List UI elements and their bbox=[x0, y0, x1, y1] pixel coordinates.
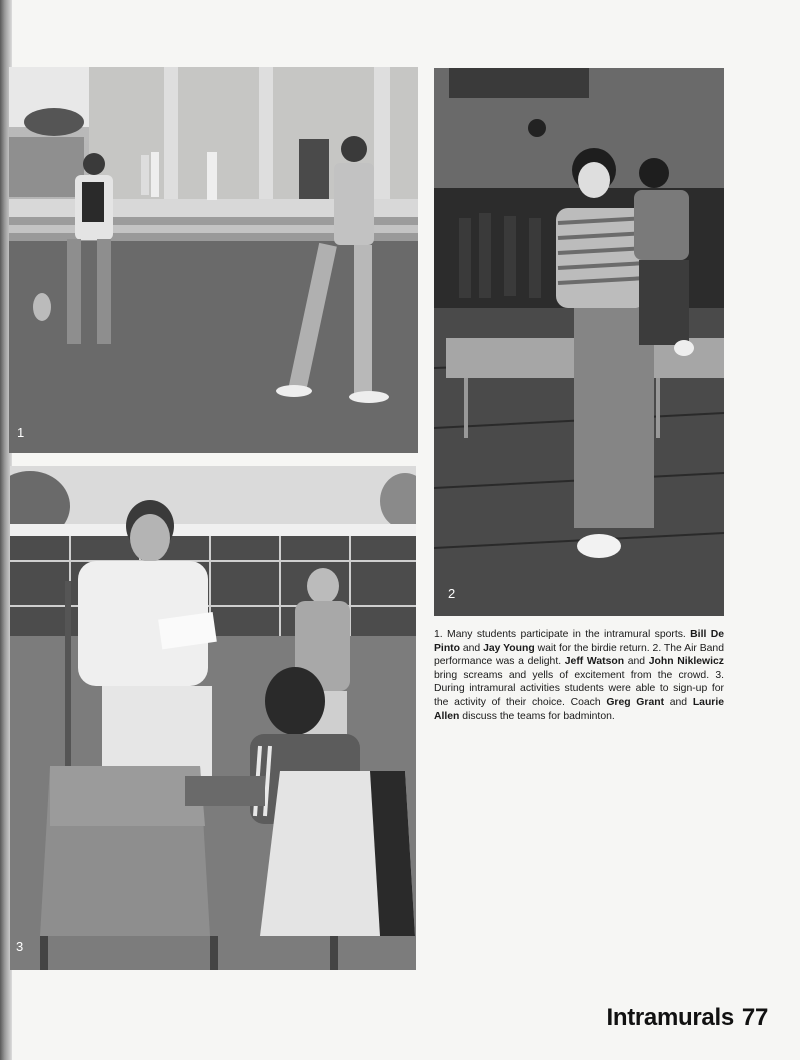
page-number: 77 bbox=[741, 1004, 768, 1031]
caption-2-rest: bring screams and yells of excitement from the crowd. bbox=[434, 669, 716, 681]
caption-2-and: and bbox=[624, 656, 649, 668]
caption-1-intro: 1. Many students participate in the intramural sports. bbox=[434, 629, 691, 640]
photo-caption bbox=[434, 628, 724, 723]
photo-3-number: 3 bbox=[16, 939, 24, 954]
caption-3-rest: discuss the teams for badminton. bbox=[459, 710, 615, 722]
name-jay-young: Jay Young bbox=[483, 642, 535, 654]
caption-2-intro: 2. The Air Band performance was a delight. bbox=[434, 642, 724, 668]
photo-1-number: 1 bbox=[17, 425, 25, 440]
name-jeff-watson: Jeff Watson bbox=[564, 656, 625, 668]
photo-badminton-players bbox=[9, 67, 418, 453]
page-footer bbox=[606, 1004, 768, 1032]
name-laurie-allen: Laurie Allen bbox=[434, 696, 724, 722]
caption-3-and: and bbox=[664, 696, 693, 708]
photo-coach-badminton-signup bbox=[10, 466, 416, 970]
photo-2-number: 2 bbox=[448, 586, 456, 601]
caption-3-intro: 3. During intramural activities students were able to sign-up for the activity of their choice. Coach bbox=[434, 669, 724, 708]
caption-1-and: and bbox=[459, 642, 484, 654]
name-bill-de-pinto: Bill De Pinto bbox=[434, 629, 724, 654]
caption-1-rest: wait for the birdie return. bbox=[534, 642, 653, 654]
photo-air-band-performance bbox=[434, 68, 724, 616]
name-greg-grant: Greg Grant bbox=[606, 696, 665, 708]
name-john-niklewicz: John Niklewicz bbox=[648, 656, 724, 668]
section-title: Intramurals bbox=[606, 1004, 734, 1031]
